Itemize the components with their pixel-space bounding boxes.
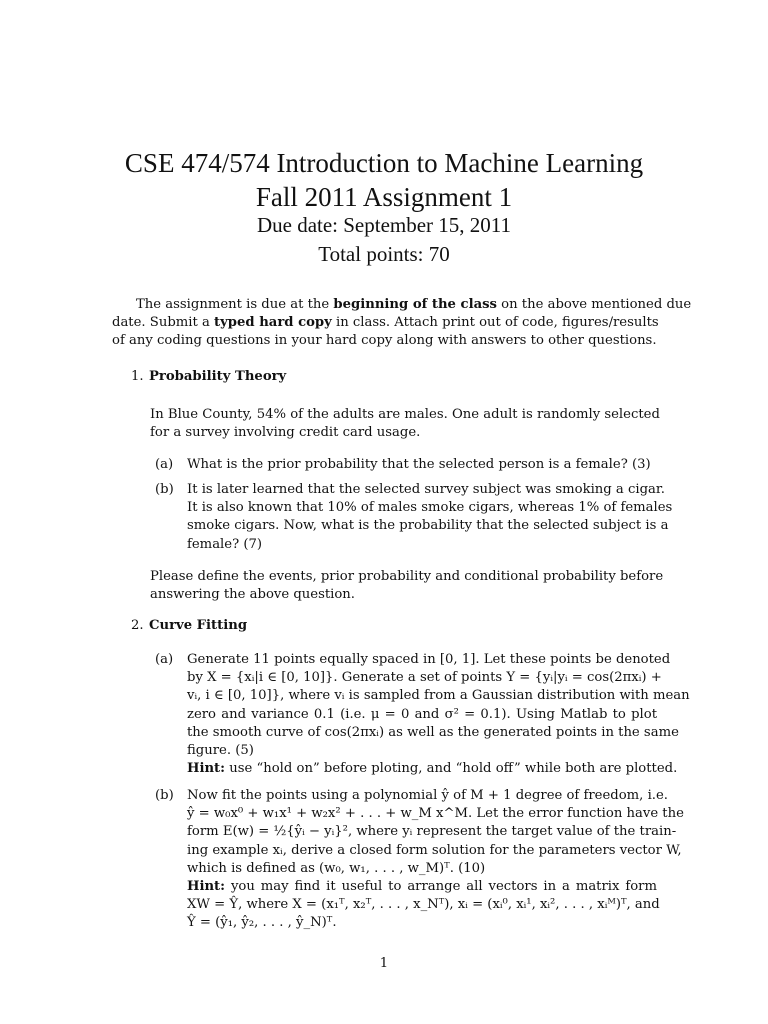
assignment-title: Fall 2011 Assignment 1 (255, 182, 513, 212)
hint-2b: Hint: you may find it useful to arrange all vectors in a matrix form (187, 879, 657, 895)
page-number: 1 (379, 956, 389, 971)
hint-2a: Hint: use “hold on” before ploting, and “hold off” while both are plotted. (187, 761, 678, 777)
section-2-heading: 2. Curve Fitting (131, 618, 248, 633)
question-1a: (a) What is the prior probability that the selected person is a female? (3) (155, 457, 651, 472)
intro-line-2: date. Submit a typed hard copy in class. Attach print out of code, figures/results (112, 315, 659, 331)
question-2b: (b) Now fit the points using a polynomial ŷ of M + 1 degree of freedom, i.e. ŷ = w₀x⁰ + w₁x¹ + w₂x² + . . . + w_M x^M. Let the error function have the form E(w) = ½{ŷᵢ − yᵢ}², where yᵢ represent the target value of the train- ing example xᵢ, derive a closed form solution for the parameters vector W, which is defined as (w₀, w₁, . . . , w_M)ᵀ. (10) Hint: you may find it useful to arrange all vectors in a matrix form XW = Ŷ, where X = (x₁ᵀ, x₂ᵀ, . . . , x_Nᵀ), xᵢ = (xᵢ⁰, xᵢ¹, xᵢ², . . . , xᵢᴹ)ᵀ, and Ŷ = (ŷ₁, ŷ₂, . . . , ŷ_N)ᵀ. (155, 788, 684, 931)
intro-line-1: The assignment is due at the beginning of the class on the above mentioned due (136, 297, 692, 312)
total-points: Total points: 70 (318, 242, 450, 266)
section-1-heading: 1. Probability Theory (131, 369, 287, 384)
course-title: CSE 474/574 Introduction to Machine Learning (124, 148, 644, 178)
question-1b: (b) It is later learned that the selected survey subject was smoking a cigar. It is also known that 10% of males smoke cigars, whereas 1% of females smoke cigars. Now, what is the probability that the selected subject is a female? (7) (155, 482, 673, 552)
intro-paragraph (112, 296, 692, 351)
section-1-intro: In Blue County, 54% of the adults are males. One adult is randomly selected for a survey involving credit card usage. (150, 407, 660, 441)
section-1-note: Please define the events, prior probability and conditional probability before answering the above question. (150, 569, 664, 603)
question-2a: (a) Generate 11 points equally spaced in [0, 1]. Let these points be denoted by X = {xᵢ|i ∈ [0, 10]}. Generate a set of points Y = {yᵢ|yᵢ = cos(2πxᵢ) + vᵢ, i ∈ [0, 10]}, where vᵢ is sampled from a Gaussian distribution with mean zero and variance 0.1 (i.e. μ = 0 and σ² = 0.1). Using Matlab to plot the smooth curve of cos(2πxᵢ) as well as the generated points in the same figure. (5) Hint: use “hold on” before ploting, and “hold off” while both are plotted. (155, 651, 657, 781)
intro-line-3: of any coding questions in your hard copy along with answers to other questions. (112, 333, 657, 349)
due-date: Due date: September 15, 2011 (256, 213, 512, 237)
